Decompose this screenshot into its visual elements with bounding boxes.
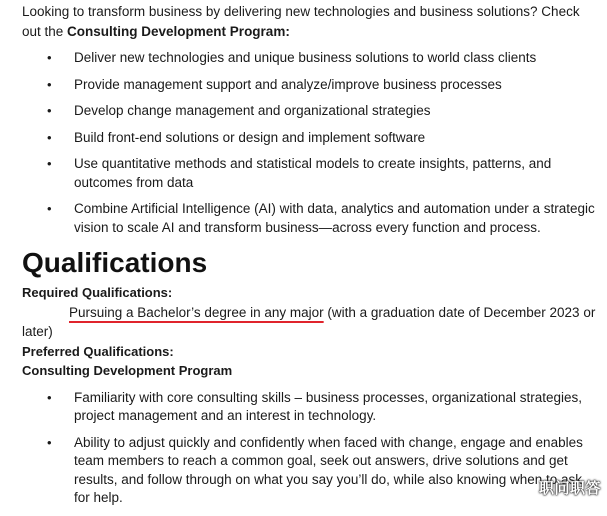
list-item: • Deliver new technologies and unique business solutions to world class clients (22, 49, 597, 68)
list-item: • Familiarity with core consulting skills – business processes, organizational strategies, project management and an interest in technology. (22, 389, 597, 426)
required-qualification-text (22, 303, 597, 342)
responsibilities-list (22, 49, 597, 237)
list-item: • Build front-end solutions or design and implement software (22, 129, 597, 148)
program-label: Consulting Development Program (22, 363, 233, 378)
list-item: • Combine Artificial Intelligence (AI) with data, analytics and automation under a strategic vision to scale AI and transform business—across every function and process. (22, 200, 597, 237)
list-item: • Provide management support and analyze/improve business processes (22, 76, 597, 95)
list-item: • Use quantitative methods and statistical models to create insights, patterns, and outcomes from data (22, 155, 597, 192)
watermark-logo: 职问职答 (538, 479, 601, 497)
qualifications-heading: Qualifications (22, 247, 208, 278)
intro-paragraph (22, 0, 592, 42)
required-highlight: Pursuing a Bachelor’s degree in any major (69, 304, 324, 320)
preferred-qualifications-label: Preferred Qualifications: (22, 343, 174, 359)
required-qualifications-label: Required Qualifications: (22, 285, 173, 300)
preferred-qualifications-list (22, 389, 597, 508)
intro-text: Looking to transform business by delivering new technologies and business solutions? Check out the (22, 4, 580, 39)
list-item: • Ability to adjust quickly and confidently when faced with change, engage and enables team members to reach a common goal, seek out answers, drive solutions and get results, and follow through on what you say you’ll do, while also knowing when to ask for help. (22, 434, 597, 508)
list-item: • Develop change management and organizational strategies (22, 102, 597, 121)
required-rest: (with a graduation date of December 2023 or later) (22, 304, 596, 339)
program-name: Consulting Development Program: (67, 24, 290, 39)
job-posting (22, 0, 597, 516)
